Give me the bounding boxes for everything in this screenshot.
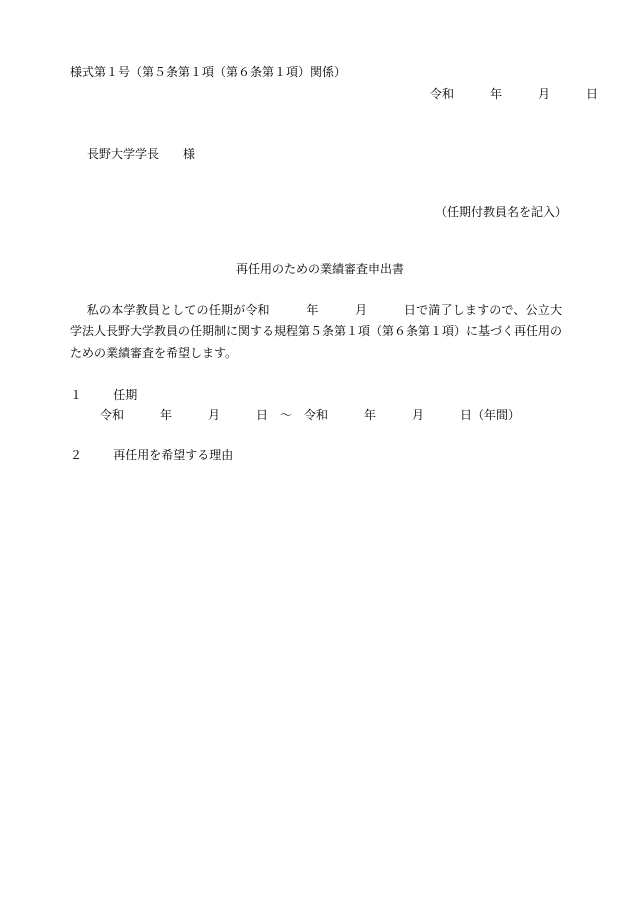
form-number: 様式第１号（第５条第１項（第６条第１項）関係） <box>70 65 347 79</box>
body-paragraph <box>70 300 562 364</box>
item-2-number: ２ <box>70 448 83 462</box>
item-1-number: １ <box>70 388 83 402</box>
item-1-label: 任期 <box>113 388 138 402</box>
item-1-detail: 令和 年 月 日 〜 令和 年 月 日（年間） <box>100 408 521 422</box>
item-2-heading <box>70 446 233 465</box>
body-paragraph-text: 私の本学教員としての任期が令和 年 月 日で満了しますので、公立大学法人長野大学教員の任期制に関する規程第５条第１項（第６条第１項）に基づく再任用のための業績審査を希望します。 <box>70 303 563 360</box>
item-1-heading <box>70 386 137 405</box>
addressee: 長野大学学長 様 <box>87 147 196 161</box>
date-line: 令和 年 月 日 <box>430 87 599 101</box>
document-title: 再任用のための業績審査申出書 <box>236 262 405 276</box>
teacher-name-note: （任期付教員名を記入） <box>435 205 568 219</box>
item-2-label: 再任用を希望する理由 <box>113 448 234 462</box>
